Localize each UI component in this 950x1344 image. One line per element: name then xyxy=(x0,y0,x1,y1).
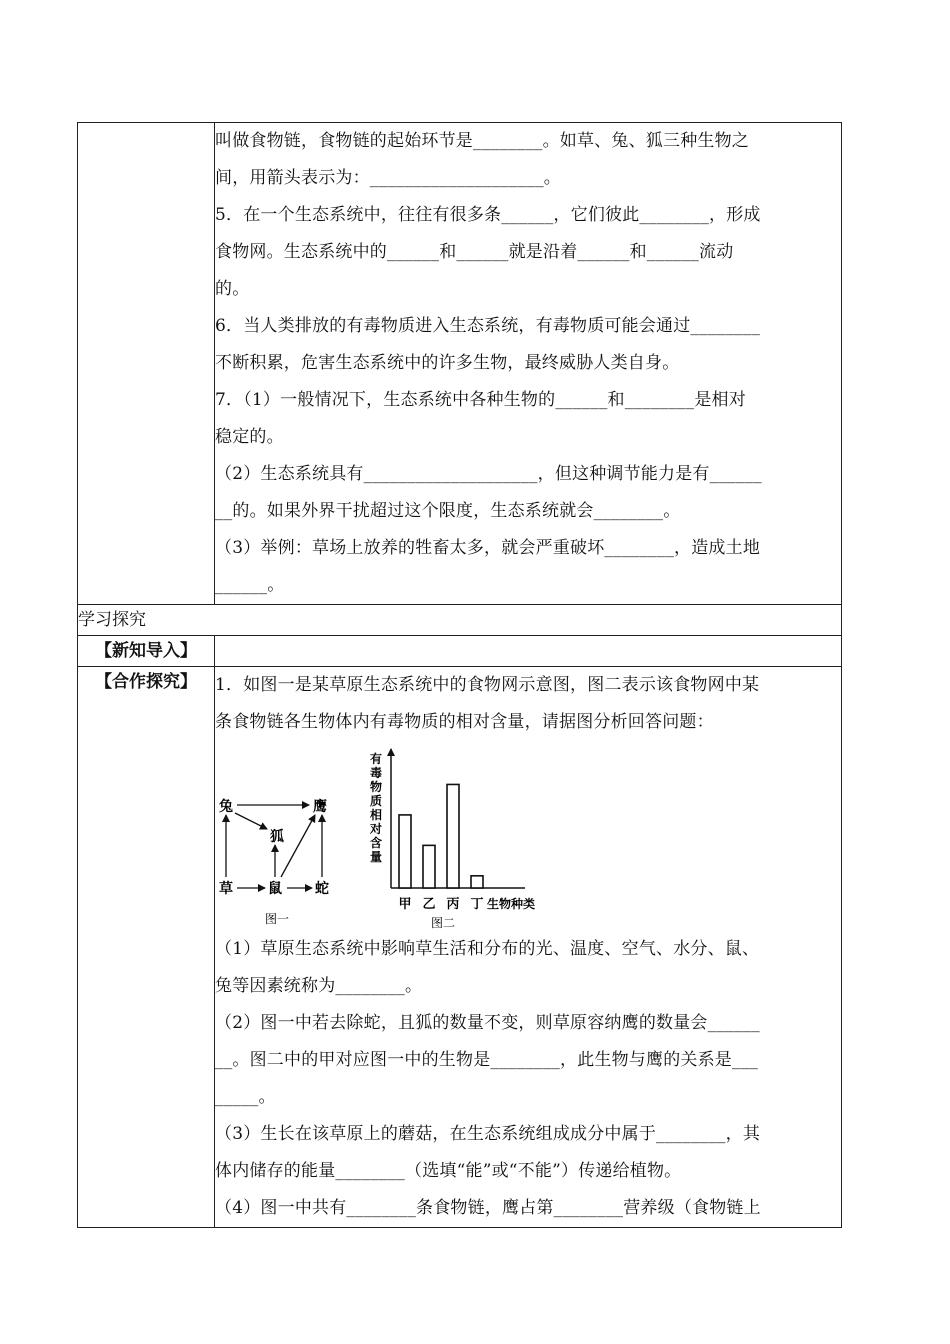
new-knowledge-row xyxy=(78,636,842,667)
category-label-0: 甲 xyxy=(398,897,412,912)
figures-svg xyxy=(215,741,615,931)
text-line: __的。如果外界干扰超过这个限度，生态系统就会________。 xyxy=(215,501,681,521)
node-grass: 草 xyxy=(219,881,233,897)
text-line: 5．在一个生态系统中，往往有很多条______，它们彼此________，形成 xyxy=(215,205,761,225)
text-line: （2）生态系统具有____________________，但这种调节能力是有______ xyxy=(215,464,762,484)
figure2-caption: 图二 xyxy=(431,916,456,930)
node-eagle: 鹰 xyxy=(313,799,327,815)
text-line: 食物网。生态系统中的______和______就是沿着______和______流动 xyxy=(215,242,734,262)
category-label-3: 丁 xyxy=(470,897,484,912)
text-line: 条食物链各生物体内有毒物质的相对含量，请据图分析回答问题： xyxy=(215,712,714,732)
category-label-1: 乙 xyxy=(422,897,436,912)
text-line: 1．如图一是某草原生态系统中的食物网示意图，图二表示该食物网中某 xyxy=(215,675,760,695)
toxin-bar-chart xyxy=(369,749,535,930)
text-line: 7．（1）一般情况下，生态系统中各种生物的______和________是相对 xyxy=(215,390,746,410)
worksheet-table xyxy=(77,122,842,1228)
text-line: （4）图一中共有________条食物链，鹰占第________营养级（食物链上 xyxy=(215,1198,761,1218)
node-mouse: 鼠 xyxy=(268,881,282,897)
bar-3 xyxy=(471,876,483,888)
figure1-caption: 图一 xyxy=(265,912,290,926)
node-rabbit: 兔 xyxy=(219,799,233,815)
food-web-diagram xyxy=(219,798,330,926)
text-line: 稳定的。 xyxy=(215,427,284,447)
text-line: （3）举例：草场上放养的牲畜太多，就会严重破坏________，造成土地 xyxy=(215,538,761,558)
text-line: _____。 xyxy=(215,1087,276,1107)
table-row-continued xyxy=(78,123,842,605)
section-title: 学习探究 xyxy=(78,605,842,636)
category-label-2: 丙 xyxy=(446,897,460,912)
text-line: 6．当人类排放的有毒物质进入生态系统，有毒物质可能会通过________ xyxy=(215,316,761,336)
text-line: 体内储存的能量________（选填“能”或“不能”）传递给植物。 xyxy=(215,1161,682,1181)
text-line: 间，用箭头表示为：____________________。 xyxy=(215,168,561,188)
figure-area xyxy=(215,741,841,931)
bar-1 xyxy=(423,845,435,888)
section-row xyxy=(78,605,842,636)
x-axis-label: 生物种类 xyxy=(487,897,536,911)
text-line: __。图二中的甲对应图一中的生物是________，此生物与鹰的关系是___ xyxy=(215,1050,759,1070)
new-knowledge-content xyxy=(215,636,842,667)
node-snake: 蛇 xyxy=(315,881,329,897)
y-axis-label: 有毒物质相对含量 xyxy=(370,752,383,864)
text-line: ______。 xyxy=(215,575,285,595)
bar-2 xyxy=(447,784,459,888)
text-line: 叫做食物链，食物链的起始环节是________。如草、兔、狐三种生物之 xyxy=(215,131,749,151)
empty-label-cell xyxy=(78,123,215,605)
text-line: 兔等因素统称为________。 xyxy=(215,976,423,996)
new-knowledge-label: 【新知导入】 xyxy=(78,636,215,667)
arrow-rabbit-fox xyxy=(235,813,267,829)
text-line: 的。 xyxy=(215,279,250,299)
cooperative-inquiry-row xyxy=(78,667,842,1228)
bar-0 xyxy=(399,815,411,888)
text-line: （3）生长在该草原上的蘑菇，在生态系统组成成分中属于________，其 xyxy=(215,1124,761,1144)
text-line: （2）图一中若去除蛇，且狐的数量不变，则草原容纳鹰的数量会______ xyxy=(215,1013,760,1033)
cooperative-inquiry-label: 【合作探究】 xyxy=(78,667,215,1228)
node-fox: 狐 xyxy=(270,829,284,845)
arrow-mouse-eagle xyxy=(281,815,315,877)
fill-in-section xyxy=(215,123,842,605)
text-line: （1）草原生态系统中影响草生活和分布的光、温度、空气、水分、鼠、 xyxy=(215,939,760,959)
text-line: 不断积累，危害生态系统中的许多生物，最终威胁人类自身。 xyxy=(215,353,680,373)
cooperative-inquiry-content xyxy=(215,667,842,1228)
